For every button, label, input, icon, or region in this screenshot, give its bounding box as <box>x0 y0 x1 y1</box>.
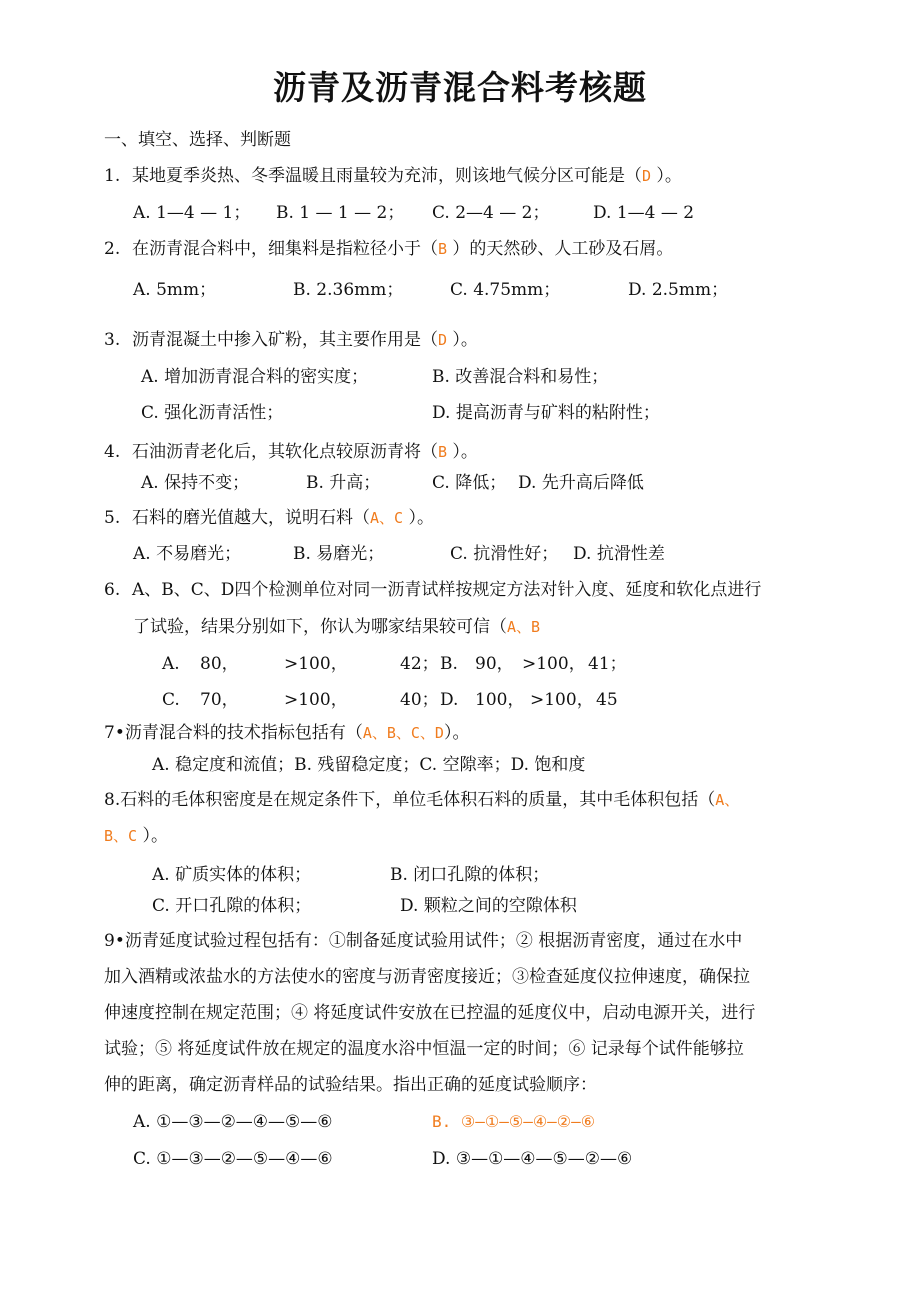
option-b-label: B. <box>440 654 458 674</box>
option-b-correct: B. ③—①—⑤—④—②—⑥ <box>432 1112 596 1131</box>
option-a-ductility: >100， <box>284 654 348 674</box>
option-d: D. 2.5mm； <box>628 280 729 300</box>
question-text: 石料的毛体积密度是在规定条件下，单位毛体积石料的质量，其中毛体积包括（ <box>120 790 716 810</box>
question-text: 沥青混合料的技术指标包括有（ <box>124 723 363 743</box>
question-text: 石料的磨光值越大，说明石料（ <box>132 508 370 528</box>
question-9-line-4: 试验；⑤ 将延度试件放在规定的温度水浴中恒温一定的时间；⑥ 记录每个试件能够拉 <box>104 1039 744 1059</box>
question-number: 7• <box>104 723 125 743</box>
option-d: D. ③—①—④—⑤—②—⑥ <box>432 1149 633 1169</box>
question-number: 3. <box>104 330 121 350</box>
option-c-softening: 40； <box>400 690 439 710</box>
answer: A、 <box>715 791 740 809</box>
section-heading: 一、填空、选择、判断题 <box>104 130 291 150</box>
question-6-continued <box>133 616 540 638</box>
question-text: 在沥青混合料中，细集料是指粒径小于（ <box>132 239 438 259</box>
option-b-penetration: 90， <box>475 654 514 674</box>
answer: A、B、C、D <box>362 724 444 742</box>
option-a: A. 矿质实体的体积； <box>152 865 312 885</box>
question-number: 6. <box>104 580 121 600</box>
option-a-penetration: 80， <box>200 654 239 674</box>
question-9-line-5: 伸的距离，确定沥青样品的试验结果。指出正确的延度试验顺序： <box>104 1075 597 1095</box>
answer: D <box>438 331 448 349</box>
question-number: 5. <box>104 508 121 528</box>
question-5 <box>104 507 434 529</box>
option-a: A. 增加沥青混合料的密实度； <box>141 367 369 387</box>
answer: B <box>438 240 448 258</box>
answer: B、C <box>104 827 138 845</box>
question-text: 石油沥青老化后，其软化点较原沥青将（ <box>132 442 438 462</box>
question-text: 沥青混凝土中掺入矿粉，其主要作用是（ <box>132 330 438 350</box>
question-9-line-2: 加入酒精或浓盐水的方法使水的密度与沥青密度接近；③检查延度仪拉伸速度，确保拉 <box>104 967 750 987</box>
question-text: A、B、C、D四个检测单位对同一沥青试样按规定方法对针入度、延度和软化点进行 <box>132 580 762 600</box>
option-a-label: A. <box>162 654 180 674</box>
option-d-softening: 45 <box>596 690 618 710</box>
question-number: 1. <box>104 166 121 186</box>
question-8-continued <box>104 825 168 847</box>
option-b: B. 改善混合料和易性； <box>432 367 609 387</box>
option-d: D. 颗粒之间的空隙体积 <box>400 896 577 916</box>
option-a: A. ①—③—②—④—⑤—⑥ <box>133 1112 333 1132</box>
option-c: C. 抗滑性好； <box>450 544 559 564</box>
option-c: C. 强化沥青活性； <box>141 403 284 423</box>
option-a: A. 不易磨光； <box>133 544 242 564</box>
option-b: B. 升高； <box>306 473 381 493</box>
question-4 <box>104 441 478 463</box>
question-3 <box>104 329 478 351</box>
question-6 <box>104 579 761 601</box>
question-text-end: ）。 <box>403 508 434 528</box>
question-text-end: ）。 <box>443 723 470 743</box>
option-c-penetration: 70， <box>200 690 239 710</box>
question-number: 4. <box>104 442 121 462</box>
option-d-label: D. <box>440 690 459 710</box>
question-text-end: ）。 <box>651 166 682 186</box>
option-b: B. 2.36mm； <box>293 280 404 300</box>
answer: B <box>438 443 448 461</box>
question-number: 9• <box>104 931 125 951</box>
question-number: 8. <box>104 790 121 810</box>
options-line: A. 稳定度和流值；B. 残留稳定度；C. 空隙率；D. 饱和度 <box>152 755 586 775</box>
question-number: 2. <box>104 239 121 259</box>
option-a: A. 保持不变； <box>141 473 250 493</box>
option-b: B. 1 — 1 — 2； <box>276 203 405 223</box>
answer: D <box>642 167 652 185</box>
option-b: B. 易磨光； <box>293 544 385 564</box>
option-d-penetration: 100， <box>475 690 525 710</box>
question-8 <box>104 789 739 811</box>
question-text-end: ）的天然砂、人工砂及石屑。 <box>447 239 674 259</box>
question-text-end: ）。 <box>447 330 478 350</box>
question-9 <box>104 930 742 952</box>
option-a: A. 5mm； <box>133 280 217 300</box>
question-1 <box>104 165 682 187</box>
question-text: 了试验，结果分别如下，你认为哪家结果较可信（ <box>133 617 507 637</box>
question-text: 沥青延度试验过程包括有：①制备延度试验用试件；② 根据沥青密度，通过在水中 <box>124 931 743 951</box>
option-c: C. 2—4 — 2； <box>432 203 550 223</box>
option-d-ductility: >100， <box>530 690 594 710</box>
question-9-line-3: 伸速度控制在规定范围；④ 将延度试件安放在已控温的延度仪中，启动电源开关，进行 <box>104 1003 756 1023</box>
option-b-ductility: >100， <box>522 654 586 674</box>
question-7 <box>104 722 469 744</box>
option-c: C. 降低； <box>432 473 507 493</box>
option-c: C. 开口孔隙的体积； <box>152 896 312 916</box>
question-2 <box>104 238 673 260</box>
option-d: D. 提高沥青与矿料的粘附性； <box>432 403 660 423</box>
option-a-softening: 42； <box>400 654 439 674</box>
option-b-softening: 41； <box>588 654 627 674</box>
option-d: D. 抗滑性差 <box>573 544 665 564</box>
option-c-label: C. <box>162 690 180 710</box>
option-c-ductility: >100， <box>284 690 348 710</box>
option-b: B. 闭口孔隙的体积； <box>390 865 550 885</box>
question-text-end: ）。 <box>137 826 168 846</box>
page-title: 沥青及沥青混合料考核题 <box>273 68 647 107</box>
answer: A、B <box>507 618 541 636</box>
question-text-end: ）。 <box>447 442 478 462</box>
option-c: C. ①—③—②—⑤—④—⑥ <box>133 1149 333 1169</box>
option-d: D. 先升高后降低 <box>518 473 644 493</box>
question-text: 某地夏季炎热、冬季温暖且雨量较为充沛，则该地气候分区可能是（ <box>132 166 642 186</box>
option-c: C. 4.75mm； <box>450 280 561 300</box>
option-a: A. 1—4 — 1； <box>133 203 251 223</box>
answer: A、C <box>370 509 404 527</box>
option-d: D. 1—4 — 2 <box>593 203 695 223</box>
